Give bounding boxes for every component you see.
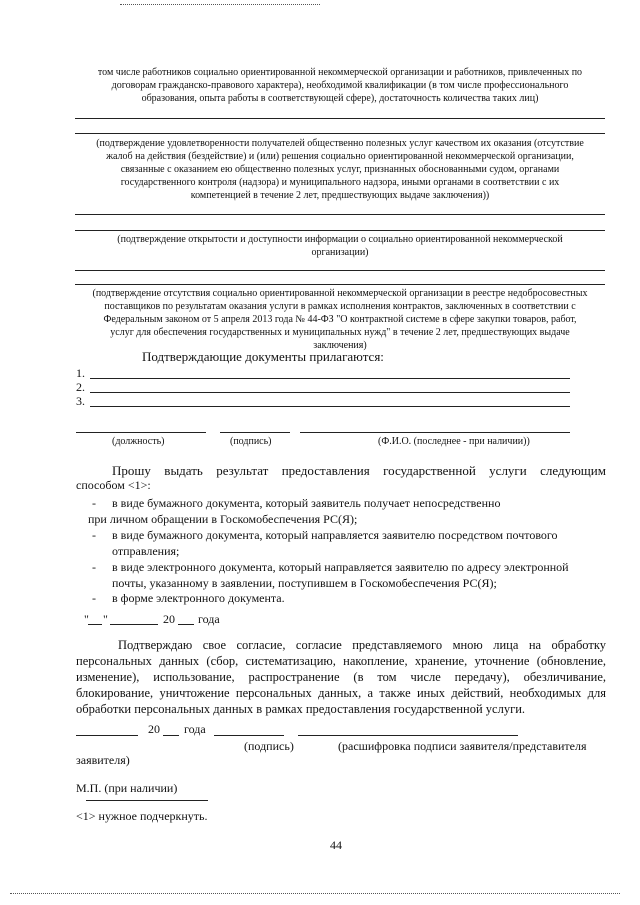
signature-line[interactable] <box>220 432 290 433</box>
block1-line2: договорам гражданско-правового характера), необходимой квалификации (в том числе профессионального <box>111 80 569 91</box>
fill-line <box>75 118 605 119</box>
date2-sign-line[interactable] <box>214 735 284 736</box>
fill-line <box>75 214 605 215</box>
doc-item-line[interactable] <box>90 406 570 407</box>
block2-line4: государственного контроля (надзора) и муниципального надзора, иными органами в соответствии с их <box>120 177 560 188</box>
date2-year-prefix: 20 <box>148 722 160 736</box>
block2-line1: (подтверждение удовлетворенности получателей общественно полезных услуг качеством их оказания (отсутствие <box>96 138 584 149</box>
block2-line2: жалоб на действия (бездействие) и (или) решения социально ориентированной некоммерческой организации, <box>106 151 574 162</box>
date2-sign-caption: (подпись) <box>244 739 294 753</box>
date2-decode-line[interactable] <box>298 735 518 736</box>
block3-line2: организации) <box>311 247 369 258</box>
option-paper-personal[interactable]: в виде бумажного документа, который заявитель получает непосредственно <box>112 496 501 510</box>
sign-caption: (подпись) <box>230 436 272 447</box>
position-caption: (должность) <box>112 436 165 447</box>
doc-item-line[interactable] <box>90 392 570 393</box>
block4-line3: Федеральным законом от 5 апреля 2013 года № 44-ФЗ "О контрактной системе в сфере закупки товаров, работ, <box>103 314 577 325</box>
option-paper-mail[interactable]: в виде бумажного документа, который направляется заявителю посредством почтового <box>112 528 558 542</box>
option-bullet: - <box>92 528 96 542</box>
block1-line3: образования, опыта работы в соответствующей сфере), достаточность количества таких лиц) <box>141 93 539 104</box>
page-number: 44 <box>330 838 342 852</box>
option-electronic-form[interactable]: в форме электронного документа. <box>112 591 285 605</box>
doc-item-number: 2. <box>76 380 85 394</box>
name-line[interactable] <box>300 432 570 433</box>
consent-line1: Подтверждаю свое согласие, согласие представляемого мною лица на обработку <box>118 638 606 652</box>
block4-line4: услуг для обеспечения государственных и муниципальных нужд" в течение 2 лет, предшествующих выдаче <box>110 327 570 338</box>
block4-line2: поставщиков по результатам оказания услуги в рамках исполнения контрактов, заключенных в соответствии с <box>104 301 576 312</box>
request-line2: способом <1>: <box>76 478 151 492</box>
block4-line1: (подтверждение отсутствия социально ориентированной некоммерческой организации в реестре недобросовестных <box>92 288 588 299</box>
request-line1: Прошу выдать результат предоставления государственной услуги следующим <box>112 463 606 478</box>
consent-line5: обработки персональных данных в рамках предоставления государственной услуги. <box>76 702 526 716</box>
block3-line1: (подтверждение открытости и доступности информации о социально ориентированной некоммерческой <box>117 234 563 245</box>
footnote: <1> нужное подчеркнуть. <box>76 809 208 823</box>
documents-heading: Подтверждающие документы прилагаются: <box>142 349 384 364</box>
doc-item-number: 1. <box>76 366 85 380</box>
fill-line <box>75 270 605 271</box>
position-line[interactable] <box>76 432 206 433</box>
doc-item-number: 3. <box>76 394 85 408</box>
block2-line5: компетенцией в течение 2 лет, предшествующих выдаче заключения)) <box>190 190 490 201</box>
block1-line1: том числе работников социально ориентированной некоммерческой организации и работников, привлеченных по <box>97 67 583 78</box>
option-paper-mail-cont[interactable]: отправления; <box>112 544 180 558</box>
fill-line <box>75 284 605 285</box>
date-year-line[interactable] <box>178 624 194 625</box>
block4-line5: заключения) <box>313 340 367 351</box>
option-paper-personal-cont[interactable]: при личном обращении в Госкомобеспечения РС(Я); <box>88 512 358 526</box>
date2-decode-caption: (расшифровка подписи заявителя/представителя <box>338 739 587 753</box>
option-bullet: - <box>92 591 96 605</box>
date-day-line[interactable] <box>88 624 102 625</box>
scan-bottom-edge <box>10 893 620 894</box>
scan-top-marks <box>120 4 320 5</box>
date-year-prefix: 20 <box>163 612 175 626</box>
fill-line <box>75 230 605 231</box>
option-bullet: - <box>92 496 96 510</box>
date-quote-close: " <box>103 612 108 626</box>
date-year-suffix: года <box>198 612 220 626</box>
consent-line2: персональных данных (сбор, систематизацию, накопление, хранение, уточнение (обновление, <box>76 654 606 668</box>
date2-day-line[interactable] <box>76 735 138 736</box>
doc-item-line[interactable] <box>90 378 570 379</box>
option-bullet: - <box>92 560 96 574</box>
option-electronic-email-cont[interactable]: почты, указанному в заявлении, поступившем в Госкомобеспечения РС(Я); <box>112 576 497 590</box>
fill-line <box>75 133 605 134</box>
consent-line3: изменение), использование, распространение (в том числе передачу), обезличивание, <box>76 670 606 684</box>
date-quote-open: " <box>84 612 89 626</box>
date2-year-suffix: года <box>184 722 206 736</box>
date2-decode-caption-cont: заявителя) <box>76 753 130 767</box>
stamp-label: М.П. (при наличии) <box>76 781 178 795</box>
date-month-line[interactable] <box>110 624 158 625</box>
name-caption: (Ф.И.О. (последнее - при наличии)) <box>378 436 530 447</box>
block2-line3: связанные с оказанием ею общественно полезных услуг, признанных обоснованными судом, органами <box>120 164 560 175</box>
consent-line4: блокирование, уничтожение персональных данных, а также иных действий, необходимых для <box>76 686 606 700</box>
stamp-line <box>86 800 208 801</box>
date2-year-line[interactable] <box>163 735 179 736</box>
option-electronic-email[interactable]: в виде электронного документа, который направляется заявителю по адресу электронной <box>112 560 569 574</box>
